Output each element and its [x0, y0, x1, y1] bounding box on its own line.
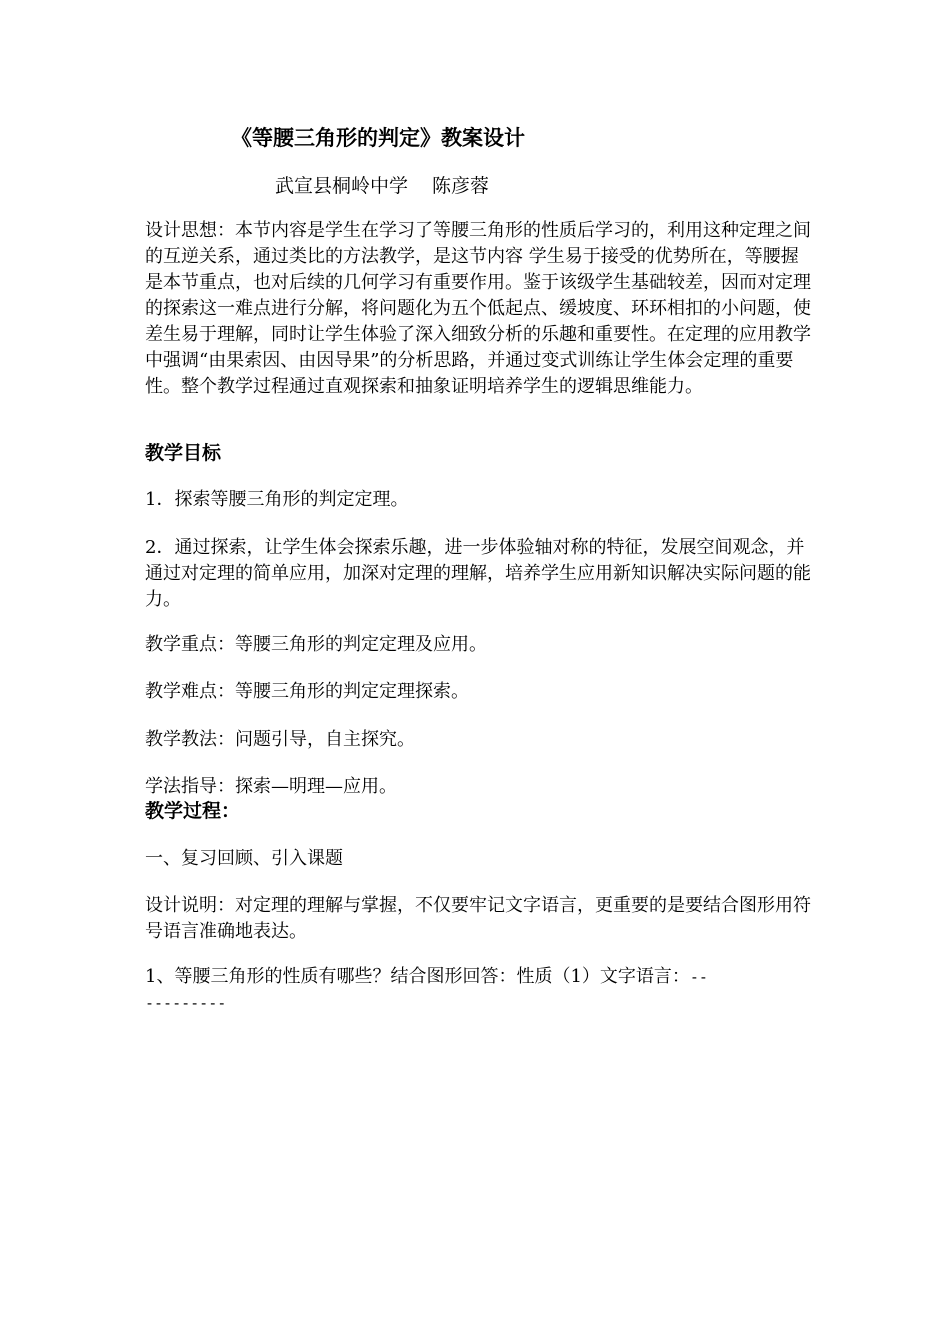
teaching-method-line: 教学教法：问题引导，自主探究。 — [145, 729, 415, 750]
goal-item-1: 1．探索等腰三角形的判定定理。 — [145, 489, 409, 510]
question-1 — [145, 964, 715, 1016]
goal-item-2: 2．通过探索，让学生体会探索乐趣，进一步体验轴对称的特征，发展空间观念，并通过对定理的简单应用，加深对定理的理解，培养学生应用新知识解决实际问题的能力。 — [145, 537, 811, 610]
key-point-line: 教学重点：等腰三角形的判定定理及应用。 — [145, 634, 487, 655]
question-1-text: 1、等腰三角形的性质有哪些？结合图形回答：性质（1）文字语言： — [145, 966, 690, 987]
document-title: 《等腰三角形的判定》教案设计 — [231, 125, 525, 150]
design-idea-paragraph — [145, 218, 815, 400]
answer-blank-line: ----------- — [145, 968, 708, 1012]
section-heading-review: 一、复习回顾、引入课题 — [145, 848, 343, 869]
design-note-paragraph: 设计说明：对定理的理解与掌握，不仅要牢记文字语言，更重要的是要结合图形用符号语言准确地表达。 — [145, 895, 811, 942]
author-school: 武宣县桐岭中学 — [275, 175, 409, 197]
author-name: 陈彦蓉 — [432, 175, 490, 197]
process-heading: 教学过程： — [145, 800, 241, 822]
difficulty-line: 教学难点：等腰三角形的判定定理探索。 — [145, 681, 469, 702]
author-line — [275, 172, 489, 200]
study-guide-line: 学法指导：探索—明理—应用。 — [145, 776, 397, 797]
goals-heading: 教学目标 — [145, 442, 222, 464]
design-idea-text: 设计思想：本节内容是学生在学习了等腰三角形的性质后学习的，利用这种定理之间的互逆关系，通过类比的方法教学，是这节内容 学生易于接受的优势所在，等腰握是本节重点，也对后续的几何学习有重要作用。鉴于该级学生基础较差，因而对定理的探索这一难点进行分解，将问题化为五个低起点、缓坡度、环环相扣的小问题，使差生易于理解，同时让学生体验了深入细致分析的乐趣和重要性。在定理的应用教学中强调“由果索因、由因导果”的分析思路，并通过变式训练让学生体会定理的重要性。整个教学过程通过直观探索和抽象证明培养学生的逻辑思维能力。 — [145, 220, 811, 397]
